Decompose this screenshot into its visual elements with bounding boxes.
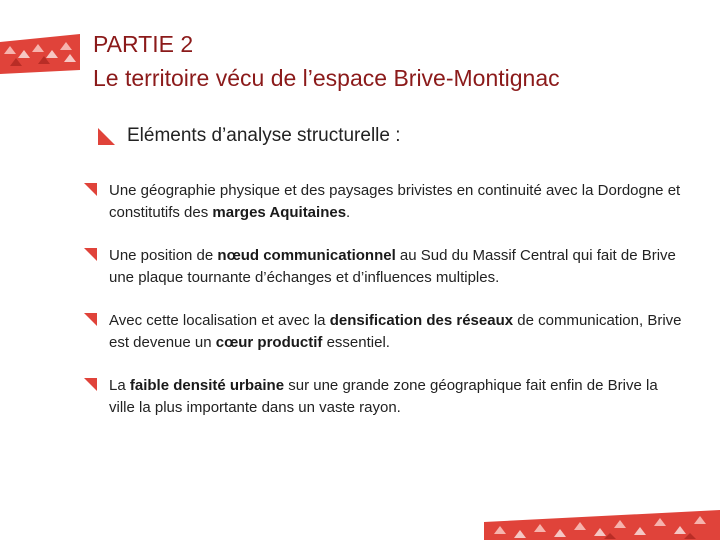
text-run: Une géographie physique et des paysages brivistes en continuité avec la Dordogne et constitutifs des (109, 182, 681, 221)
bullet-list (84, 180, 684, 440)
list-item (84, 180, 684, 224)
text-run: de communication, Brive est devenue un (109, 312, 682, 351)
triangle-bullet-icon (84, 248, 97, 261)
list-item (84, 310, 684, 354)
emphasis-text: densification des réseaux (329, 312, 514, 329)
text-run: Une position de (109, 247, 218, 264)
section-heading-text: Eléments d’analyse structurelle : (127, 125, 401, 146)
decorative-pattern-band (484, 508, 720, 540)
triangle-bullet-icon (84, 183, 97, 196)
emphasis-text: cœur productif (215, 334, 323, 351)
text-run: . (346, 204, 351, 221)
list-item-text (109, 247, 676, 286)
emphasis-text: nœud communicationnel (217, 247, 396, 264)
triangle-bullet-icon (98, 128, 115, 145)
list-item (84, 245, 684, 289)
emphasis-text: marges Aquitaines (212, 204, 347, 221)
list-item (84, 375, 684, 419)
title-line-2: Le territoire vécu de l’espace Brive-Montignac (93, 65, 560, 91)
text-run: au Sud du Massif Central qui fait de Brive une plaque tournante d’échanges et d’influences multiples. (109, 247, 676, 286)
triangle-bullet-icon (84, 378, 97, 391)
title-line-1: PARTIE 2 (93, 31, 194, 57)
page-title (93, 27, 693, 95)
decorative-pattern-band (0, 34, 80, 74)
section-heading (98, 123, 401, 149)
text-run: Avec cette localisation et avec la (109, 312, 330, 329)
list-item-text (109, 182, 680, 221)
triangle-bullet-icon (84, 313, 97, 326)
text-run: sur une grande zone géographique fait enfin de Brive la ville la plus importante dans un vaste rayon. (109, 377, 658, 416)
list-item-text (109, 312, 682, 351)
text-run: La (109, 377, 130, 394)
text-run: essentiel. (322, 334, 390, 351)
emphasis-text: faible densité urbaine (129, 377, 285, 394)
list-item-text (109, 377, 658, 416)
